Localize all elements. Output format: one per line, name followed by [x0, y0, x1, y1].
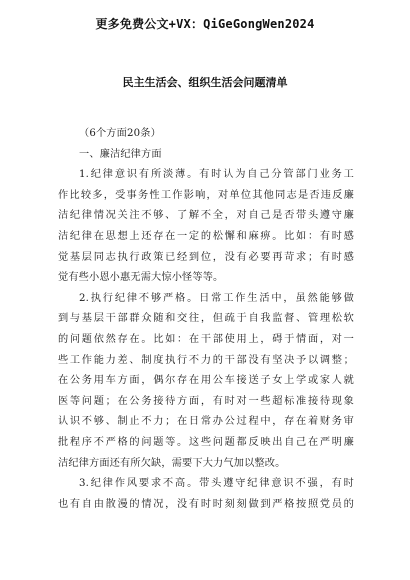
document-title: 民主生活会、组织生活会问题清单 — [122, 76, 288, 89]
body-line: 医等问题；在公务接待方面，有时对一些超标准接待现象 — [58, 395, 354, 407]
body-line: 认识不够、制止不力；在日常办公过程中，存在着财务审 — [58, 416, 354, 428]
body-line: 洁纪律在思想上还存在一定的松懈和麻痹。比如：有时感 — [58, 230, 354, 242]
body-line: 3.纪律作风要求不高。带头遵守纪律意识不强，有时 — [79, 478, 354, 490]
watermark-header: 更多免费公文+VX：QiGeGongWen2024 — [95, 17, 315, 31]
body-line: 一、廉洁纪律方面 — [79, 148, 162, 160]
body-line: 洁纪律情况关注不够、了解不全，对自己是否带头遵守廉 — [58, 210, 354, 222]
body-line: 到与基层干部群众随和交往，但疏于自我监督、管理松软 — [58, 313, 354, 325]
body-line: 洁纪律方面还有所欠缺，需要下大力气加以整改。 — [58, 457, 286, 469]
body-line: 1.纪律意识有所淡薄。有时认为自己分管部门业务工 — [79, 169, 354, 181]
body-line: 批程序不严格的问题等。这些问题都反映出自己在严明廉 — [58, 436, 354, 448]
body-line: 的问题依然存在。比如：在干部使用上，碍于情面，对一 — [58, 333, 354, 345]
body-line: 些工作能力差、制度执行不力的干部没有坚决予以调整； — [58, 354, 354, 366]
body-line: 作比较多，受事务性工作影响，对单位其他同志是否违反廉 — [58, 189, 354, 201]
body-line: 觉有些小恩小惠无需大惊小怪等等。 — [58, 272, 224, 284]
body-line: 觉基层同志执行政策已经到位，没有必要再苛求；有时感 — [58, 251, 354, 263]
body-line: 2.执行纪律不够严格。日常工作生活中，虽然能够做 — [79, 292, 354, 304]
body-line: 也有自由散漫的情况，没有时时刻刻做到严格按照党员的 — [58, 498, 354, 510]
body-line: （6个方面20条） — [79, 128, 161, 139]
document-body — [58, 124, 354, 515]
body-line: 在公务用车方面，偶尔存在用公车接送子女上学或家人就 — [58, 375, 354, 387]
